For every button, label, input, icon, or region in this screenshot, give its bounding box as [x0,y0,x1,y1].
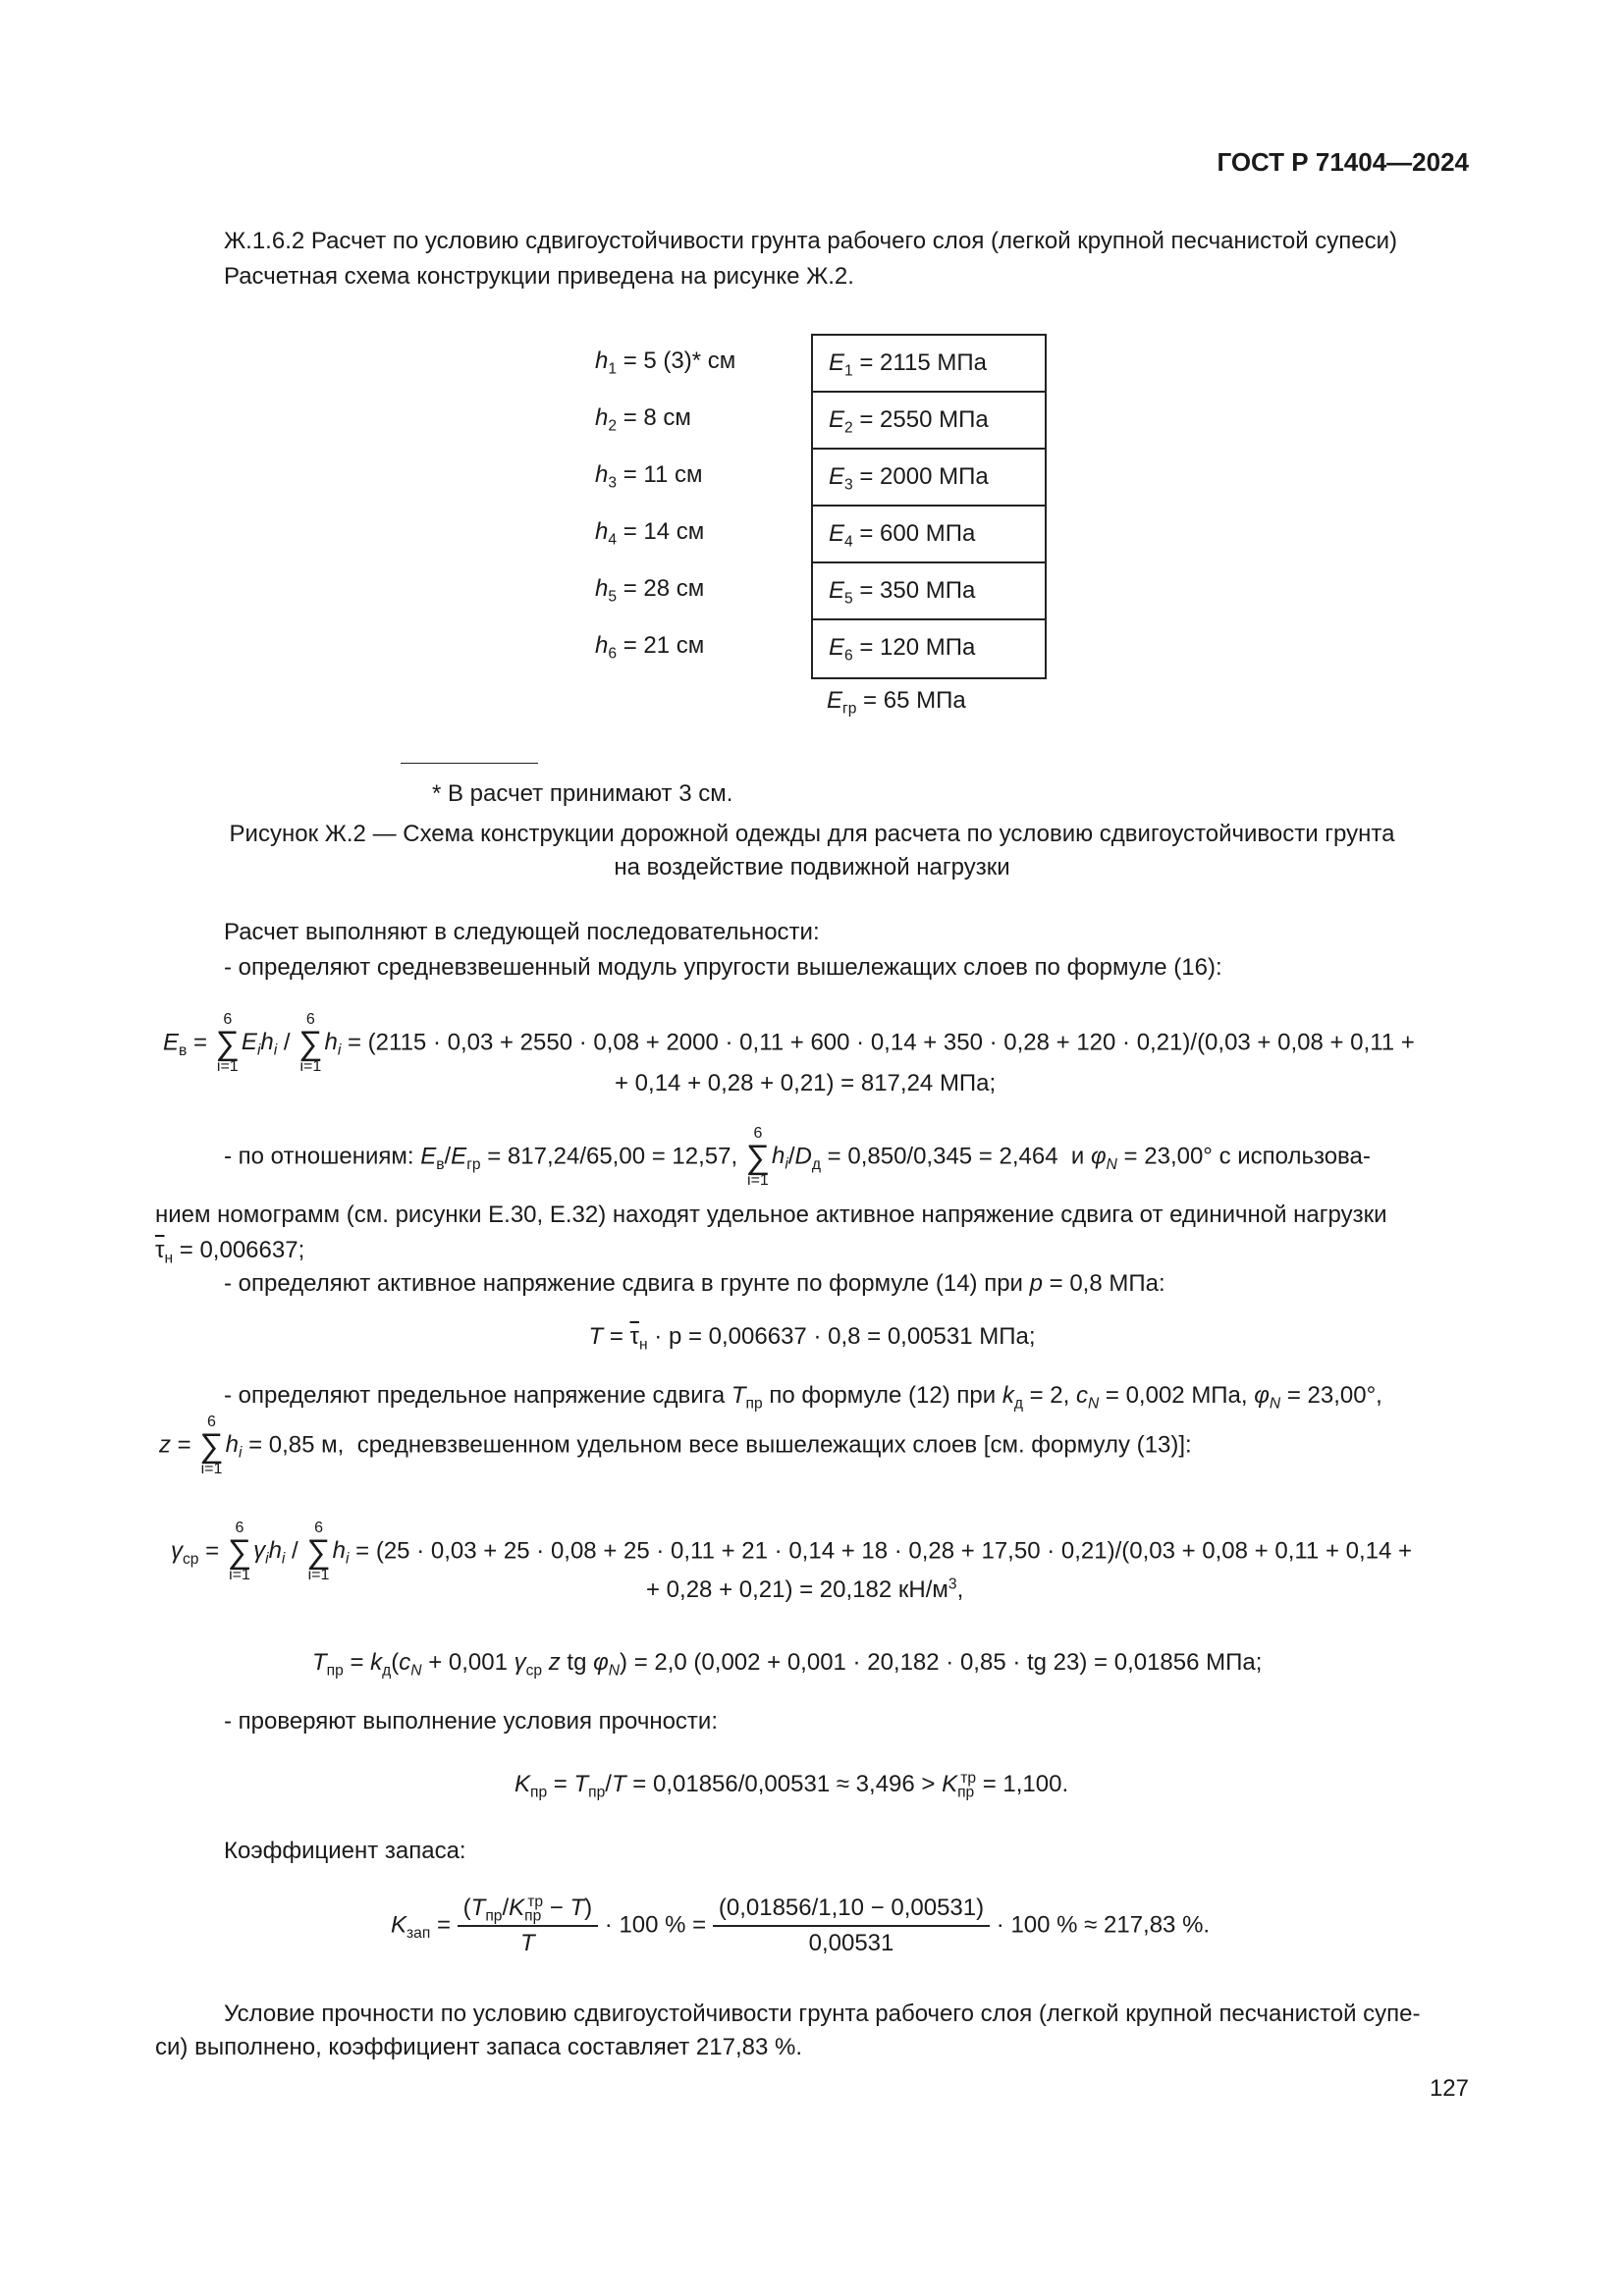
layer-modulus-row: $E_1 = 2115$ МПа [813,336,1045,393]
page-number: 127 [1429,2075,1469,2102]
step2-text: - определяют активное напряжение сдвига в грунте по формуле (14) при p = 0,8 МПа: [224,1270,1165,1297]
layer-moduli-table [811,334,1047,679]
ratio-line: - по отношениям: $E_в/E_{гр} = 817,24/65,00 = 12,57$, 6 ∑ i=1 $h_i/D_д = 0,850/0,345 = 2,464$ и $\varphi_N = 23,00^\circ$ с использова- [224,1125,1371,1189]
figure-caption-line1: Рисунок Ж.2 — Схема конструкции дорожной одежды для расчета по условию сдвигоустойчивости грунта [229,821,1395,847]
conclusion-line2: си) выполнено, коэффициент запаса составляет 217,83 %. [155,2034,802,2060]
thickness-label: $h_1 = 5$ (3)* см [595,347,736,378]
tpr-formula: $T_{пр} = k_д(c_N + 0,001$ $\gamma_{ср}$ z tg $\varphi_N) = 2,0$ (0,002 + 0,001 · 20,182 · 0,85 · tg 23) = 0,01856 МПа; [312,1649,1263,1680]
subgrade-modulus: $E_{гр} = 65$ МПа [827,687,966,718]
thickness-label: $h_5 = 28$ см [595,575,705,606]
thickness-label: $h_2 = 8$ см [595,404,691,435]
kzap-formula: $K_{зап}$ = $\frac{(T_{пр}/K_{пр}^{тр} - T)}{T}$ · 100 % = $\frac{(0,01856/1,10 - 0,00531)}{0,00531}$ · 100 % ≈ 217,83 %. [391,1894,1211,1956]
figure-caption-line2: на воздействие подвижной нагрузки [614,854,1010,881]
t-formula: $T = \overline{\tau}_н \cdot p = 0,006637 \cdot 0,8 = 0,00531$ МПа; [588,1323,1036,1354]
ev-formula-line1: $E_в$ = 6 ∑ i=1 $E_ih_i$ / 6 ∑ i=1 $h_i = (2115 \cdot 0,03 + 2550 \cdot 0,08 + 2000 \cdot 0,11 + 600 \cdot 0,14 + 350 \cdot 0,28 + 120 \cdot 0,21)/(0,03 + 0,08 + 0,11$ + [163,1011,1415,1075]
thickness-label: $h_6 = 21$ см [595,632,705,663]
conclusion-line1: Условие прочности по условию сдвигоустойчивости грунта рабочего слоя (легкой крупной песчанистой супе- [224,2001,1421,2027]
step4-text: - проверяют выполнение условия прочности: [224,1708,718,1735]
layer-modulus-row: $E_5 = 350$ МПа [813,563,1045,620]
layer-modulus-row: $E_4 = 600$ МПа [813,507,1045,563]
z-formula: z = 6 ∑ i=1 $h_i = 0,85$ м, средневзвешенном удельном весе вышележащих слоев [см. формулу (13)]: [159,1414,1192,1477]
gamma-formula-line1: $\gamma_{ср}$ = 6 ∑ i=1 $\gamma_ih_i$ / 6 ∑ i=1 $h_i = (25 \cdot 0,03 + 25 \cdot 0,08 + 25 \cdot 0,11 + 21 \cdot 0,14 + 18 \cdot 0,28 + 17,50 \cdot 0,21)/(0,03 + 0,08 + 0,11 + 0,14$ + [171,1520,1413,1583]
reserve-label: Коэффициент запаса: [224,1838,466,1864]
kpr-formula: $K_{пр} = T_{пр}/T = 0,01856/0,00531 \approx 3,496 > K_{пр}^{тр} = 1,100$. [514,1770,1069,1801]
ev-formula-line2: + 0,14 + 0,28 + 0,21) = 817,24 МПа; [615,1070,997,1096]
layer-modulus-row: $E_3 = 2000$ МПа [813,450,1045,507]
section-title: Ж.1.6.2 Расчет по условию сдвигоустойчивости грунта рабочего слоя (легкой крупной песчанистой супеси) [224,228,1398,254]
tau-value: $\overline{\tau}_н = 0,006637$; [155,1237,305,1267]
scheme-note: Расчетная схема конструкции приведена на рисунке Ж.2. [224,263,854,290]
step3-text: - определяют предельное напряжение сдвига $T_{пр}$ по формуле (12) при $k_д = 2$, $c_N = 0,002$ МПа, $\varphi_N = 23,00^\circ$, [224,1382,1382,1413]
footnote: * В расчет принимают 3 см. [432,780,733,807]
gamma-formula-line2: + 0,28 + 0,21) = 20,182 $кН/м^3$, [646,1575,964,1603]
intro-text: Расчет выполняют в следующей последовательности: [224,919,820,945]
step1-text: - определяют средневзвешенный модуль упругости вышележащих слоев по формуле (16): [224,954,1222,981]
document-code: ГОСТ Р 71404—2024 [1217,147,1469,177]
thickness-label: $h_3 = 11$ см [595,461,703,492]
footnote-rule [401,763,538,764]
thickness-label: $h_4 = 14$ см [595,518,705,549]
ratio-line2: нием номограмм (см. рисунки Е.30, Е.32) находят удельное активное напряжение сдвига от единичной нагрузки [155,1201,1387,1228]
layer-modulus-row: $E_6 = 120$ МПа [829,634,976,665]
layer-modulus-row: $E_2 = 2550$ МПа [813,393,1045,450]
